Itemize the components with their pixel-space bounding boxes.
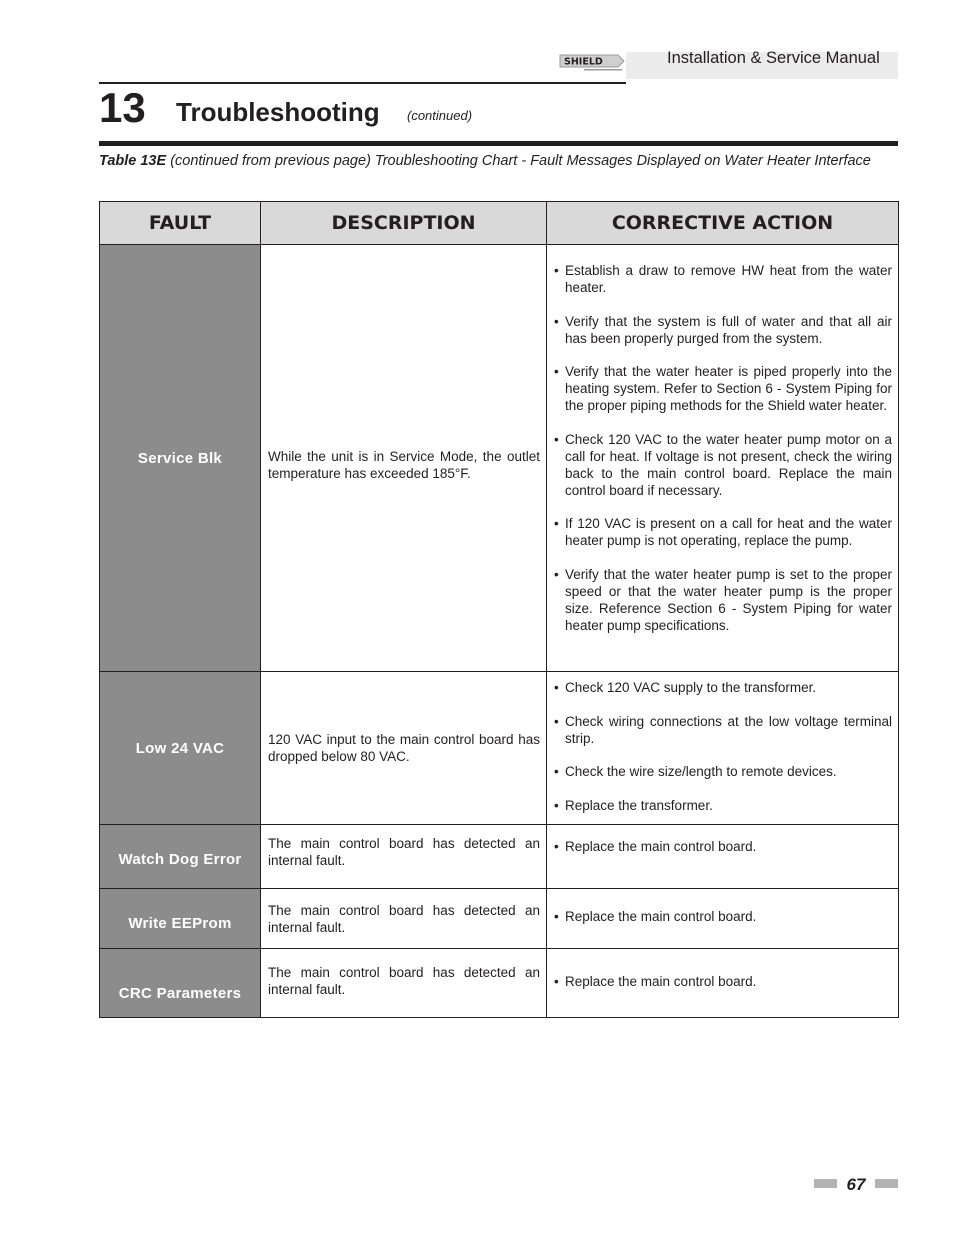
section-number: 13: [99, 84, 146, 131]
shield-logo: [558, 51, 628, 75]
description-cell: The main control board has detected an internal fault.: [261, 825, 547, 889]
manual-title: Installation & Service Manual: [667, 49, 880, 67]
corrective-action-cell: [547, 672, 899, 825]
action-item: • Verify that the water heater is piped properly into the heating system. Refer to Section 6 - System Piping for the proper piping methods for the Shield water heater.: [554, 363, 892, 414]
section-title: Troubleshooting: [176, 97, 380, 127]
action-item: • If 120 VAC is present on a call for heat and the water heater pump is not operating, replace the pump.: [554, 515, 892, 549]
fault-name-cell: Watch Dog Error: [100, 825, 261, 889]
fault-name-cell: Service Blk: [100, 245, 261, 672]
fault-name-cell: Low 24 VAC: [100, 672, 261, 825]
description-cell: The main control board has detected an internal fault.: [261, 949, 547, 1018]
action-item: • Verify that the water heater pump is set to the proper speed or that the water heater pump is the proper size. Reference Section 6 - System Piping for water heater pump specifications.: [554, 566, 892, 634]
table-row: [100, 825, 899, 889]
footer-bar-left: [814, 1179, 837, 1188]
fault-name-cell: Write EEProm: [100, 889, 261, 949]
corrective-action-cell: [547, 825, 899, 889]
corrective-action-cell: [547, 889, 899, 949]
table-row: [100, 672, 899, 825]
action-item: • Verify that the system is full of water and that all air has been properly purged from the system.: [554, 313, 892, 347]
action-item: • Replace the main control board.: [554, 973, 892, 990]
table-row: [100, 889, 899, 949]
troubleshooting-table: [99, 201, 899, 1018]
table-caption-text: (continued from previous page) Troubleshooting Chart - Fault Messages Displayed on Water Heater Interface: [166, 153, 871, 169]
action-item: • Check 120 VAC to the water heater pump motor on a call for heat. If voltage is not present, check the wiring back to the main control board. Replace the main control board if necessary.: [554, 431, 892, 499]
page-number: 67: [846, 1175, 866, 1194]
footer-bar-right: [875, 1179, 898, 1188]
corrective-action-cell: [547, 949, 899, 1018]
action-item: • Establish a draw to remove HW heat from the water heater.: [554, 262, 892, 296]
fault-name-cell: CRC Parameters: [100, 949, 261, 1018]
svg-text:SHIELD: SHIELD: [564, 56, 603, 68]
title-rule: [99, 141, 898, 146]
description-cell: 120 VAC input to the main control board has dropped below 80 VAC.: [261, 672, 547, 825]
table-caption-label: Table 13E: [99, 153, 167, 169]
action-item: • Replace the transformer.: [554, 797, 892, 814]
header-fault: FAULT: [100, 202, 261, 245]
corrective-action-cell: [547, 245, 899, 672]
action-item: • Check wiring connections at the low voltage terminal strip.: [554, 713, 892, 747]
action-item: • Check the wire size/length to remote devices.: [554, 763, 892, 780]
header-corrective-action: CORRECTIVE ACTION: [547, 202, 899, 245]
header-description: DESCRIPTION: [261, 202, 547, 245]
description-cell: The main control board has detected an internal fault.: [261, 889, 547, 949]
table-header-row: [100, 202, 899, 245]
section-continued-note: (continued): [407, 108, 473, 123]
action-item: • Replace the main control board.: [554, 838, 892, 855]
header-rule: [99, 82, 626, 84]
table-row: [100, 949, 899, 1018]
table-row: [100, 245, 899, 672]
action-item: • Replace the main control board.: [554, 908, 892, 925]
description-cell: While the unit is in Service Mode, the outlet temperature has exceeded 185°F.: [261, 245, 547, 672]
table-caption: [99, 152, 898, 171]
action-item: • Check 120 VAC supply to the transformer.: [554, 679, 892, 696]
